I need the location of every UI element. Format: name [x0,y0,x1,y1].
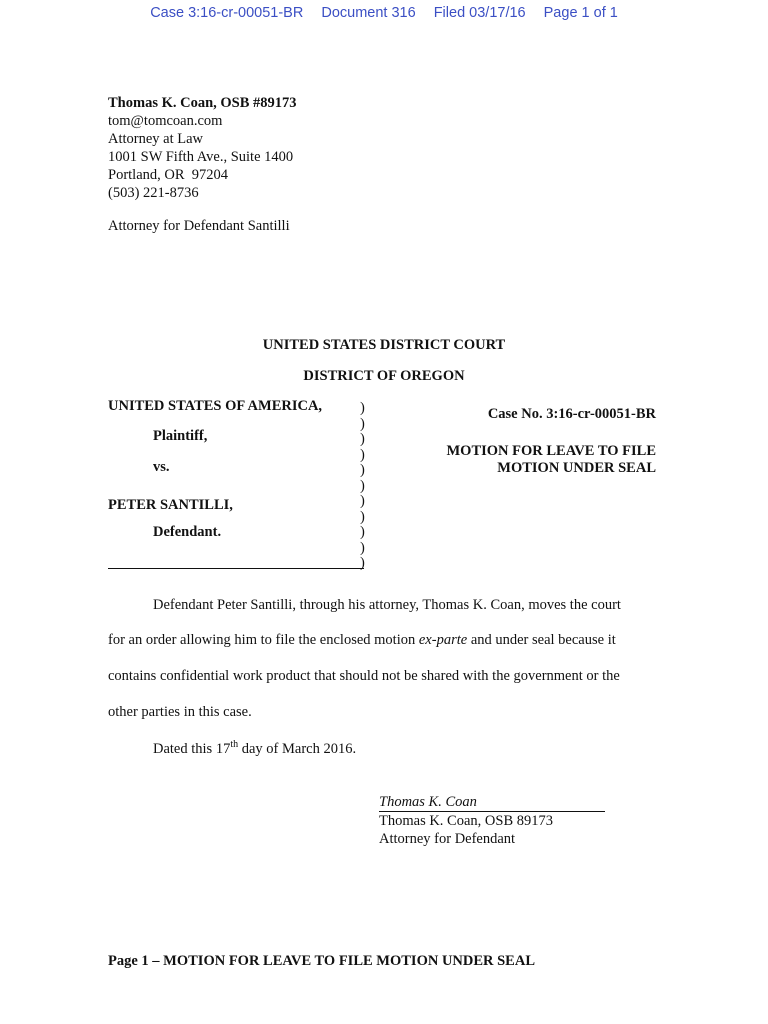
dated-pre: Dated this 17 [153,740,231,757]
attorney-name: Thomas K. Coan, OSB #89173 [108,95,297,111]
attorney-info-block [108,94,297,202]
signature-line: Thomas K. Coan [379,793,605,812]
attorney-for-line: Attorney for Defendant Santilli [108,218,290,234]
signer-role: Attorney for Defendant [379,831,516,847]
caption-defendant-label: Defendant. [153,524,222,540]
header-case-number: Case 3:16-cr-00051-BR [150,5,304,21]
body-line-2-italic: ex-parte [418,632,468,648]
dated-post: day of March 2016. [238,740,357,757]
body-line-3: contains confidential work product that should not be shared with the government or the [108,668,620,684]
body-line-2 [108,632,668,649]
motion-title-line-1: MOTION FOR LEAVE TO FILE [446,443,656,459]
header-filed-date: Filed 03/17/16 [433,5,526,21]
header-page-count: Page 1 of 1 [543,5,618,21]
attorney-phone: (503) 221-8736 [108,185,199,201]
caption-paren: ) [360,400,365,416]
dated-sup: th [230,739,239,750]
court-district: DISTRICT OF OREGON [303,368,465,384]
caption-paren: ) [360,431,365,447]
signer-name: Thomas K. Coan, OSB 89173 [379,813,553,829]
case-number: Case No. 3:16-cr-00051-BR [487,406,656,422]
body-line-4: other parties in this case. [108,704,252,720]
body-line-2-post: and under seal because it [467,632,616,648]
caption-paren-column [360,401,365,572]
body-line-2-pre: for an order allowing him to file the enclosed motion [108,632,419,648]
attorney-address-line-1: 1001 SW Fifth Ave., Suite 1400 [108,149,294,165]
attorney-title: Attorney at Law [108,131,204,147]
motion-title-line-2: MOTION UNDER SEAL [497,460,656,476]
attorney-address-line-2: Portland, OR 97204 [108,167,229,183]
caption-paren: ) [360,446,365,463]
caption-paren: ) [360,508,365,525]
body-line-1: Defendant Peter Santilli, through his attorney, Thomas K. Coan, moves the court [153,597,621,613]
dated-line [153,739,713,758]
caption-paren: ) [360,415,365,432]
caption-paren: ) [360,539,365,556]
caption-paren: ) [360,493,365,509]
caption-paren: ) [360,555,365,571]
caption-paren: ) [360,524,365,540]
header-document-number: Document 316 [321,5,416,21]
caption-plaintiff-label: Plaintiff, [153,428,208,444]
caption-paren: ) [360,462,365,478]
attorney-email: tom@tomcoan.com [108,113,223,129]
caption-plaintiff-party: UNITED STATES OF AMERICA, [108,398,323,414]
caption-divider-rule [108,568,364,569]
caption-defendant-party: PETER SANTILLI, [108,497,233,513]
signature-block [379,793,605,848]
ecf-header-stamp [0,5,768,21]
caption-vs: vs. [153,459,170,475]
caption-paren: ) [360,477,365,494]
court-name: UNITED STATES DISTRICT COURT [262,337,506,353]
page-footer: Page 1 – MOTION FOR LEAVE TO FILE MOTION UNDER SEAL [108,953,535,969]
